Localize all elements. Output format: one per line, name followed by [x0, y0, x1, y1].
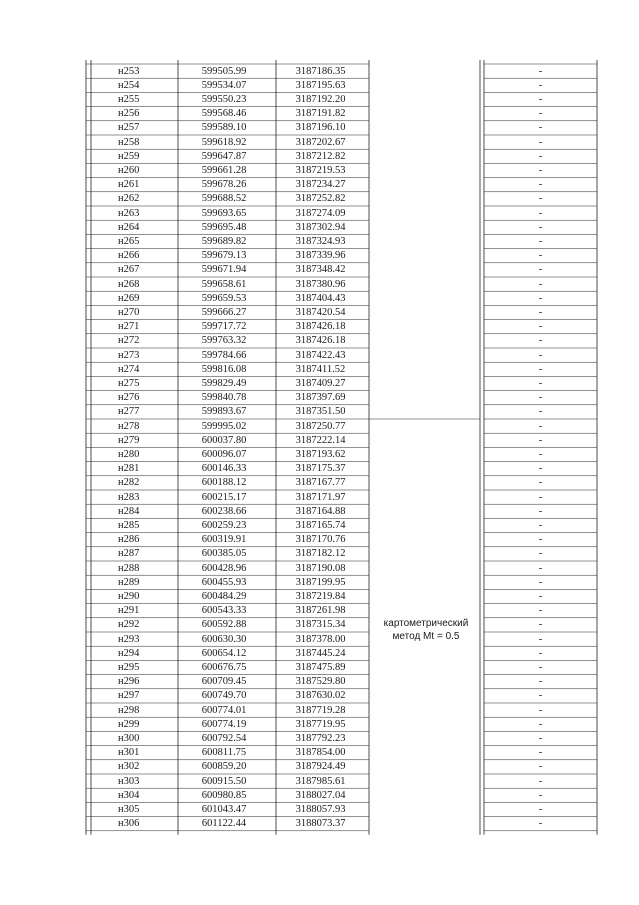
y-coordinate: 3187324.93 — [295, 235, 346, 247]
x-coordinate: 599647.87 — [201, 150, 247, 162]
accuracy-value: - — [538, 65, 543, 77]
y-coordinate: 3187351.50 — [295, 406, 346, 418]
x-coordinate: 600676.75 — [201, 661, 247, 673]
point-name: н300 — [118, 732, 140, 744]
accuracy-value: - — [538, 732, 543, 744]
y-coordinate: 3187190.08 — [295, 562, 346, 574]
accuracy-value: - — [538, 179, 543, 191]
y-coordinate: 3187202.67 — [295, 136, 346, 148]
x-coordinate: 599784.66 — [201, 349, 247, 361]
accuracy-value: - — [538, 605, 543, 617]
method-note — [370, 617, 482, 643]
x-coordinate: 599661.28 — [201, 164, 247, 176]
accuracy-value: - — [538, 349, 543, 361]
accuracy-value: - — [538, 647, 543, 659]
y-coordinate: 3187171.97 — [295, 491, 346, 503]
accuracy-value: - — [538, 463, 543, 475]
accuracy-value: - — [538, 690, 543, 702]
accuracy-value: - — [538, 321, 543, 333]
accuracy-value: - — [538, 377, 543, 389]
accuracy-value: - — [538, 420, 543, 432]
y-coordinate: 3187195.63 — [295, 79, 346, 91]
y-coordinate: 3187175.37 — [295, 463, 346, 475]
x-coordinate: 601043.47 — [201, 803, 247, 815]
accuracy-value: - — [538, 278, 543, 290]
accuracy-value: - — [538, 136, 543, 148]
y-coordinate: 3187274.09 — [295, 207, 346, 219]
accuracy-value: - — [538, 122, 543, 134]
point-name: н264 — [118, 221, 140, 233]
point-name: н257 — [118, 122, 140, 134]
x-coordinate: 599693.65 — [201, 207, 247, 219]
x-coordinate: 599829.49 — [201, 377, 247, 389]
x-coordinate: 599893.67 — [201, 406, 247, 418]
accuracy-value: - — [538, 434, 543, 446]
accuracy-value: - — [538, 789, 543, 801]
point-name: н269 — [118, 292, 140, 304]
y-coordinate: 3187719.95 — [295, 718, 346, 730]
y-coordinate: 3187234.27 — [295, 179, 346, 191]
y-coordinate: 3187411.52 — [295, 363, 346, 375]
point-name: н286 — [118, 534, 140, 546]
accuracy-value: - — [538, 633, 543, 645]
accuracy-value: - — [538, 150, 543, 162]
point-name: н281 — [118, 463, 140, 475]
point-name: н263 — [118, 207, 140, 219]
y-coordinate: 3187193.62 — [295, 448, 346, 460]
y-coordinate: 3187182.12 — [295, 548, 346, 560]
accuracy-value: - — [538, 93, 543, 105]
point-name: н284 — [118, 505, 140, 517]
x-coordinate: 601122.44 — [201, 818, 247, 830]
x-coordinate: 599671.94 — [201, 264, 247, 276]
x-coordinate: 599717.72 — [201, 321, 247, 333]
point-name: н301 — [118, 747, 140, 759]
y-coordinate: 3187192.20 — [295, 93, 346, 105]
accuracy-value: - — [538, 392, 543, 404]
y-coordinate: 3187529.80 — [295, 676, 346, 688]
accuracy-value: - — [538, 548, 543, 560]
y-coordinate: 3187170.76 — [295, 534, 346, 546]
point-name: н255 — [118, 93, 140, 105]
y-coordinate: 3187219.53 — [295, 164, 346, 176]
x-coordinate: 600811.75 — [201, 747, 247, 759]
x-coordinate: 600749.70 — [201, 690, 247, 702]
accuracy-value: - — [538, 519, 543, 531]
accuracy-value: - — [538, 747, 543, 759]
point-name: н266 — [118, 250, 140, 262]
point-name: н276 — [118, 392, 140, 404]
point-name: н272 — [118, 335, 140, 347]
point-name: н265 — [118, 235, 140, 247]
point-name: н299 — [118, 718, 140, 730]
accuracy-value: - — [538, 718, 543, 730]
y-coordinate: 3187315.34 — [295, 619, 346, 631]
x-coordinate: 600654.12 — [201, 647, 247, 659]
point-name: н253 — [118, 65, 140, 77]
accuracy-value: - — [538, 306, 543, 318]
x-coordinate: 600146.33 — [201, 463, 247, 475]
accuracy-value: - — [538, 803, 543, 815]
accuracy-value: - — [538, 676, 543, 688]
point-name: н259 — [118, 150, 140, 162]
y-coordinate: 3187420.54 — [295, 306, 346, 318]
accuracy-value: - — [538, 761, 543, 773]
x-coordinate: 599840.78 — [201, 392, 247, 404]
point-name: н304 — [118, 789, 140, 801]
x-coordinate: 599679.13 — [201, 250, 247, 262]
x-coordinate: 600484.29 — [201, 590, 247, 602]
x-coordinate: 599678.26 — [201, 179, 247, 191]
point-name: н295 — [118, 661, 140, 673]
y-coordinate: 3187199.95 — [295, 576, 346, 588]
x-coordinate: 599689.82 — [201, 235, 247, 247]
y-coordinate: 3187378.00 — [295, 633, 346, 645]
accuracy-value: - — [538, 193, 543, 205]
y-coordinate: 3187186.35 — [295, 65, 346, 77]
accuracy-value: - — [538, 619, 543, 631]
accuracy-value: - — [538, 590, 543, 602]
y-coordinate: 3187380.96 — [295, 278, 346, 290]
y-coordinate: 3187196.10 — [295, 122, 346, 134]
accuracy-value: - — [538, 250, 543, 262]
x-coordinate: 600592.88 — [201, 619, 247, 631]
x-coordinate: 599568.46 — [201, 108, 247, 120]
point-name: н270 — [118, 306, 140, 318]
x-coordinate: 599695.48 — [201, 221, 247, 233]
point-name: н294 — [118, 647, 140, 659]
x-coordinate: 600543.33 — [201, 605, 247, 617]
y-coordinate: 3187397.69 — [295, 392, 346, 404]
y-coordinate: 3187212.82 — [295, 150, 346, 162]
point-name: н292 — [118, 619, 140, 631]
y-coordinate: 3187165.74 — [295, 519, 346, 531]
x-coordinate: 600980.85 — [201, 789, 247, 801]
y-coordinate: 3187445.24 — [295, 647, 346, 659]
point-name: н277 — [118, 406, 140, 418]
method-line-2: метод Mt = 0.5 — [392, 631, 460, 642]
point-name: н282 — [118, 477, 140, 489]
point-name: н283 — [118, 491, 140, 503]
x-coordinate: 599816.08 — [201, 363, 247, 375]
point-name: н258 — [118, 136, 140, 148]
point-name: н260 — [118, 164, 140, 176]
accuracy-value: - — [538, 335, 543, 347]
x-coordinate: 600188.12 — [201, 477, 247, 489]
y-coordinate: 3187348.42 — [295, 264, 346, 276]
y-coordinate: 3187854.00 — [295, 747, 346, 759]
y-coordinate: 3187792.23 — [295, 732, 346, 744]
x-coordinate: 600319.91 — [201, 534, 247, 546]
x-coordinate: 599763.32 — [201, 335, 247, 347]
accuracy-value: - — [538, 562, 543, 574]
x-coordinate: 600215.17 — [201, 491, 247, 503]
method-line-1: картометрический — [383, 618, 469, 629]
accuracy-value: - — [538, 363, 543, 375]
accuracy-value: - — [538, 477, 543, 489]
y-coordinate: 3187475.89 — [295, 661, 346, 673]
accuracy-value: - — [538, 79, 543, 91]
point-name: н291 — [118, 605, 140, 617]
point-name: н254 — [118, 79, 140, 91]
point-name: н306 — [118, 818, 140, 830]
y-coordinate: 3188057.93 — [295, 803, 346, 815]
y-coordinate: 3187719.28 — [295, 704, 346, 716]
point-name: н290 — [118, 590, 140, 602]
accuracy-value: - — [538, 505, 543, 517]
x-coordinate: 600037.80 — [201, 434, 247, 446]
point-name: н280 — [118, 448, 140, 460]
x-coordinate: 599505.99 — [201, 65, 247, 77]
x-coordinate: 600859.20 — [201, 761, 247, 773]
x-coordinate: 600259.23 — [201, 519, 247, 531]
point-name: н261 — [118, 179, 140, 191]
point-name: н289 — [118, 576, 140, 588]
x-coordinate: 599995.02 — [201, 420, 247, 432]
accuracy-value: - — [538, 534, 543, 546]
accuracy-value: - — [538, 207, 543, 219]
x-coordinate: 599618.92 — [201, 136, 247, 148]
x-coordinate: 600630.30 — [201, 633, 247, 645]
point-name: н303 — [118, 775, 140, 787]
y-coordinate: 3187222.14 — [295, 434, 346, 446]
point-name: н305 — [118, 803, 140, 815]
x-coordinate: 600915.50 — [201, 775, 247, 787]
y-coordinate: 3187924.49 — [295, 761, 346, 773]
x-coordinate: 600455.93 — [201, 576, 247, 588]
point-name: н267 — [118, 264, 140, 276]
x-coordinate: 600774.19 — [201, 718, 247, 730]
y-coordinate: 3187985.61 — [295, 775, 346, 787]
y-coordinate: 3187261.98 — [295, 605, 346, 617]
x-coordinate: 600385.05 — [201, 548, 247, 560]
point-name: н279 — [118, 434, 140, 446]
y-coordinate: 3187409.27 — [295, 377, 346, 389]
x-coordinate: 600774.01 — [201, 704, 247, 716]
y-coordinate: 3187426.18 — [295, 335, 346, 347]
point-name: н268 — [118, 278, 140, 290]
x-coordinate: 600096.07 — [201, 448, 247, 460]
y-coordinate: 3187426.18 — [295, 321, 346, 333]
accuracy-value: - — [538, 221, 543, 233]
x-coordinate: 599534.07 — [201, 79, 247, 91]
accuracy-value: - — [538, 576, 543, 588]
x-coordinate: 600792.54 — [201, 732, 247, 744]
accuracy-value: - — [538, 264, 543, 276]
accuracy-value: - — [538, 775, 543, 787]
y-coordinate: 3187191.82 — [295, 108, 346, 120]
accuracy-value: - — [538, 108, 543, 120]
point-name: н256 — [118, 108, 140, 120]
y-coordinate: 3187167.77 — [295, 477, 346, 489]
accuracy-value: - — [538, 491, 543, 503]
point-name: н288 — [118, 562, 140, 574]
y-coordinate: 3188073.37 — [295, 818, 346, 830]
point-name: н297 — [118, 690, 140, 702]
point-name: н275 — [118, 377, 140, 389]
point-name: н271 — [118, 321, 140, 333]
y-coordinate: 3187630.02 — [295, 690, 346, 702]
accuracy-value: - — [538, 406, 543, 418]
y-coordinate: 3187164.88 — [295, 505, 346, 517]
x-coordinate: 599658.61 — [201, 278, 247, 290]
accuracy-value: - — [538, 704, 543, 716]
x-coordinate: 600238.66 — [201, 505, 247, 517]
y-coordinate: 3188027.04 — [295, 789, 346, 801]
accuracy-value: - — [538, 292, 543, 304]
y-coordinate: 3187404.43 — [295, 292, 346, 304]
x-coordinate: 599666.27 — [201, 306, 247, 318]
x-coordinate: 599688.52 — [201, 193, 247, 205]
y-coordinate: 3187219.84 — [295, 590, 346, 602]
x-coordinate: 599589.10 — [201, 122, 247, 134]
point-name: н262 — [118, 193, 140, 205]
accuracy-value: - — [538, 448, 543, 460]
x-coordinate: 599550.23 — [201, 93, 247, 105]
accuracy-value: - — [538, 235, 543, 247]
accuracy-value: - — [538, 164, 543, 176]
point-name: н296 — [118, 676, 140, 688]
x-coordinate: 600709.45 — [201, 676, 247, 688]
y-coordinate: 3187252.82 — [295, 193, 346, 205]
point-name: н285 — [118, 519, 140, 531]
accuracy-value: - — [538, 818, 543, 830]
point-name: н274 — [118, 363, 140, 375]
accuracy-value: - — [538, 661, 543, 673]
y-coordinate: 3187339.96 — [295, 250, 346, 262]
point-name: н298 — [118, 704, 140, 716]
y-coordinate: 3187422.43 — [295, 349, 346, 361]
x-coordinate: 600428.96 — [201, 562, 247, 574]
x-coordinate: 599659.53 — [201, 292, 247, 304]
point-name: н302 — [118, 761, 140, 773]
point-name: н278 — [118, 420, 140, 432]
y-coordinate: 3187302.94 — [295, 221, 346, 233]
y-coordinate: 3187250.77 — [295, 420, 346, 432]
point-name: н293 — [118, 633, 140, 645]
point-name: н273 — [118, 349, 140, 361]
point-name: н287 — [118, 548, 140, 560]
